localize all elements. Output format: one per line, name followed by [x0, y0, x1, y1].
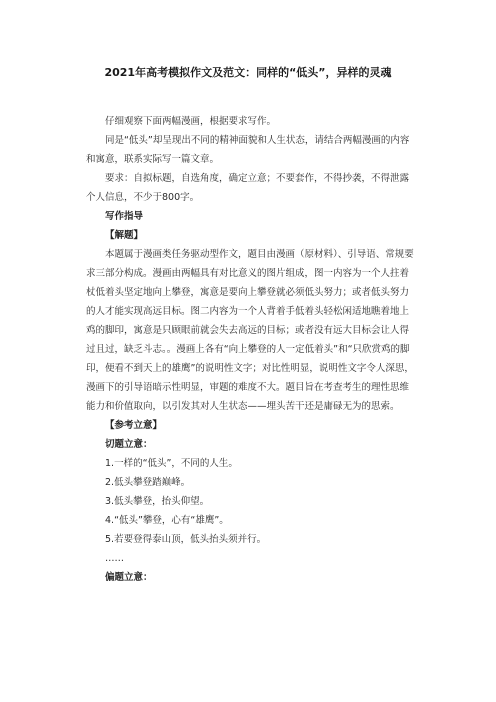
list-item: 3.低头攀登，抬头仰望。	[105, 496, 210, 507]
list-item-ellipsis: ……	[105, 553, 124, 564]
heading-reference: 【参考立意】	[105, 420, 163, 431]
heading-on-topic: 切题立意：	[105, 439, 153, 450]
heading-writing-guide: 写作指导	[105, 211, 144, 222]
heading-analysis: 【解题】	[105, 230, 144, 241]
paragraph-instruction: 仔细观察下面两幅漫画，根据要求写作。	[105, 116, 277, 127]
paragraph-analysis: 本题属于漫画类任务驱动型作文，题目由漫画（原材料）、引导语、常规要求三部分构成。漫画由两幅具有对比意义的图片组成，图一内容为一个人拄着杖低着头坚定地向上攀登，寓意是要向上攀登就必须低头努力；或者低头努力的人才能实现高远目标。图二内容为一个人背着手低着头轻松闲适地瞧着地上鸡的脚印，寓意是只顾眼前就会失去高远的目标；或者没有远大目标会让人得过且过，缺乏斗志。。漫画上各有“向上攀登的人一定低着头”和“只欣赏鸡的脚印，便看不到天上的雄鹰”的说明性文字；对比性明显，说明性文字令人深思，漫画下的引导语暗示性明显，审题的难度不大。题目旨在考查考生的理性思维能力和价值取向，以引发其对人生状态——埋头苦干还是庸碌无为的思索。	[86, 249, 414, 412]
list-item: 1.一样的“低头”，不同的人生。	[105, 458, 238, 469]
list-item: 5.若要登得泰山顶，低头抬头须并行。	[105, 534, 267, 545]
list-item: 4.“低头”攀登，心有“雄鹰”。	[105, 515, 229, 526]
heading-off-topic: 偏题立意：	[105, 572, 153, 583]
paragraph-requirements: 要求：自拟标题，自选角度，确定立意；不要套作，不得抄袭，不得泄露个人信息，不少于800字。	[86, 173, 410, 203]
document-title: 2021年高考模拟作文及范文：同样的“低头”，异样的灵魂	[104, 66, 392, 79]
paragraph-prompt: 同是“低头”却呈现出不同的精神面貌和人生状态，请结合两幅漫画的内容和寓意，联系实际写一篇文章。	[86, 135, 410, 165]
document-body	[86, 112, 416, 587]
list-item: 2.低头攀登踏巅峰。	[105, 477, 191, 488]
